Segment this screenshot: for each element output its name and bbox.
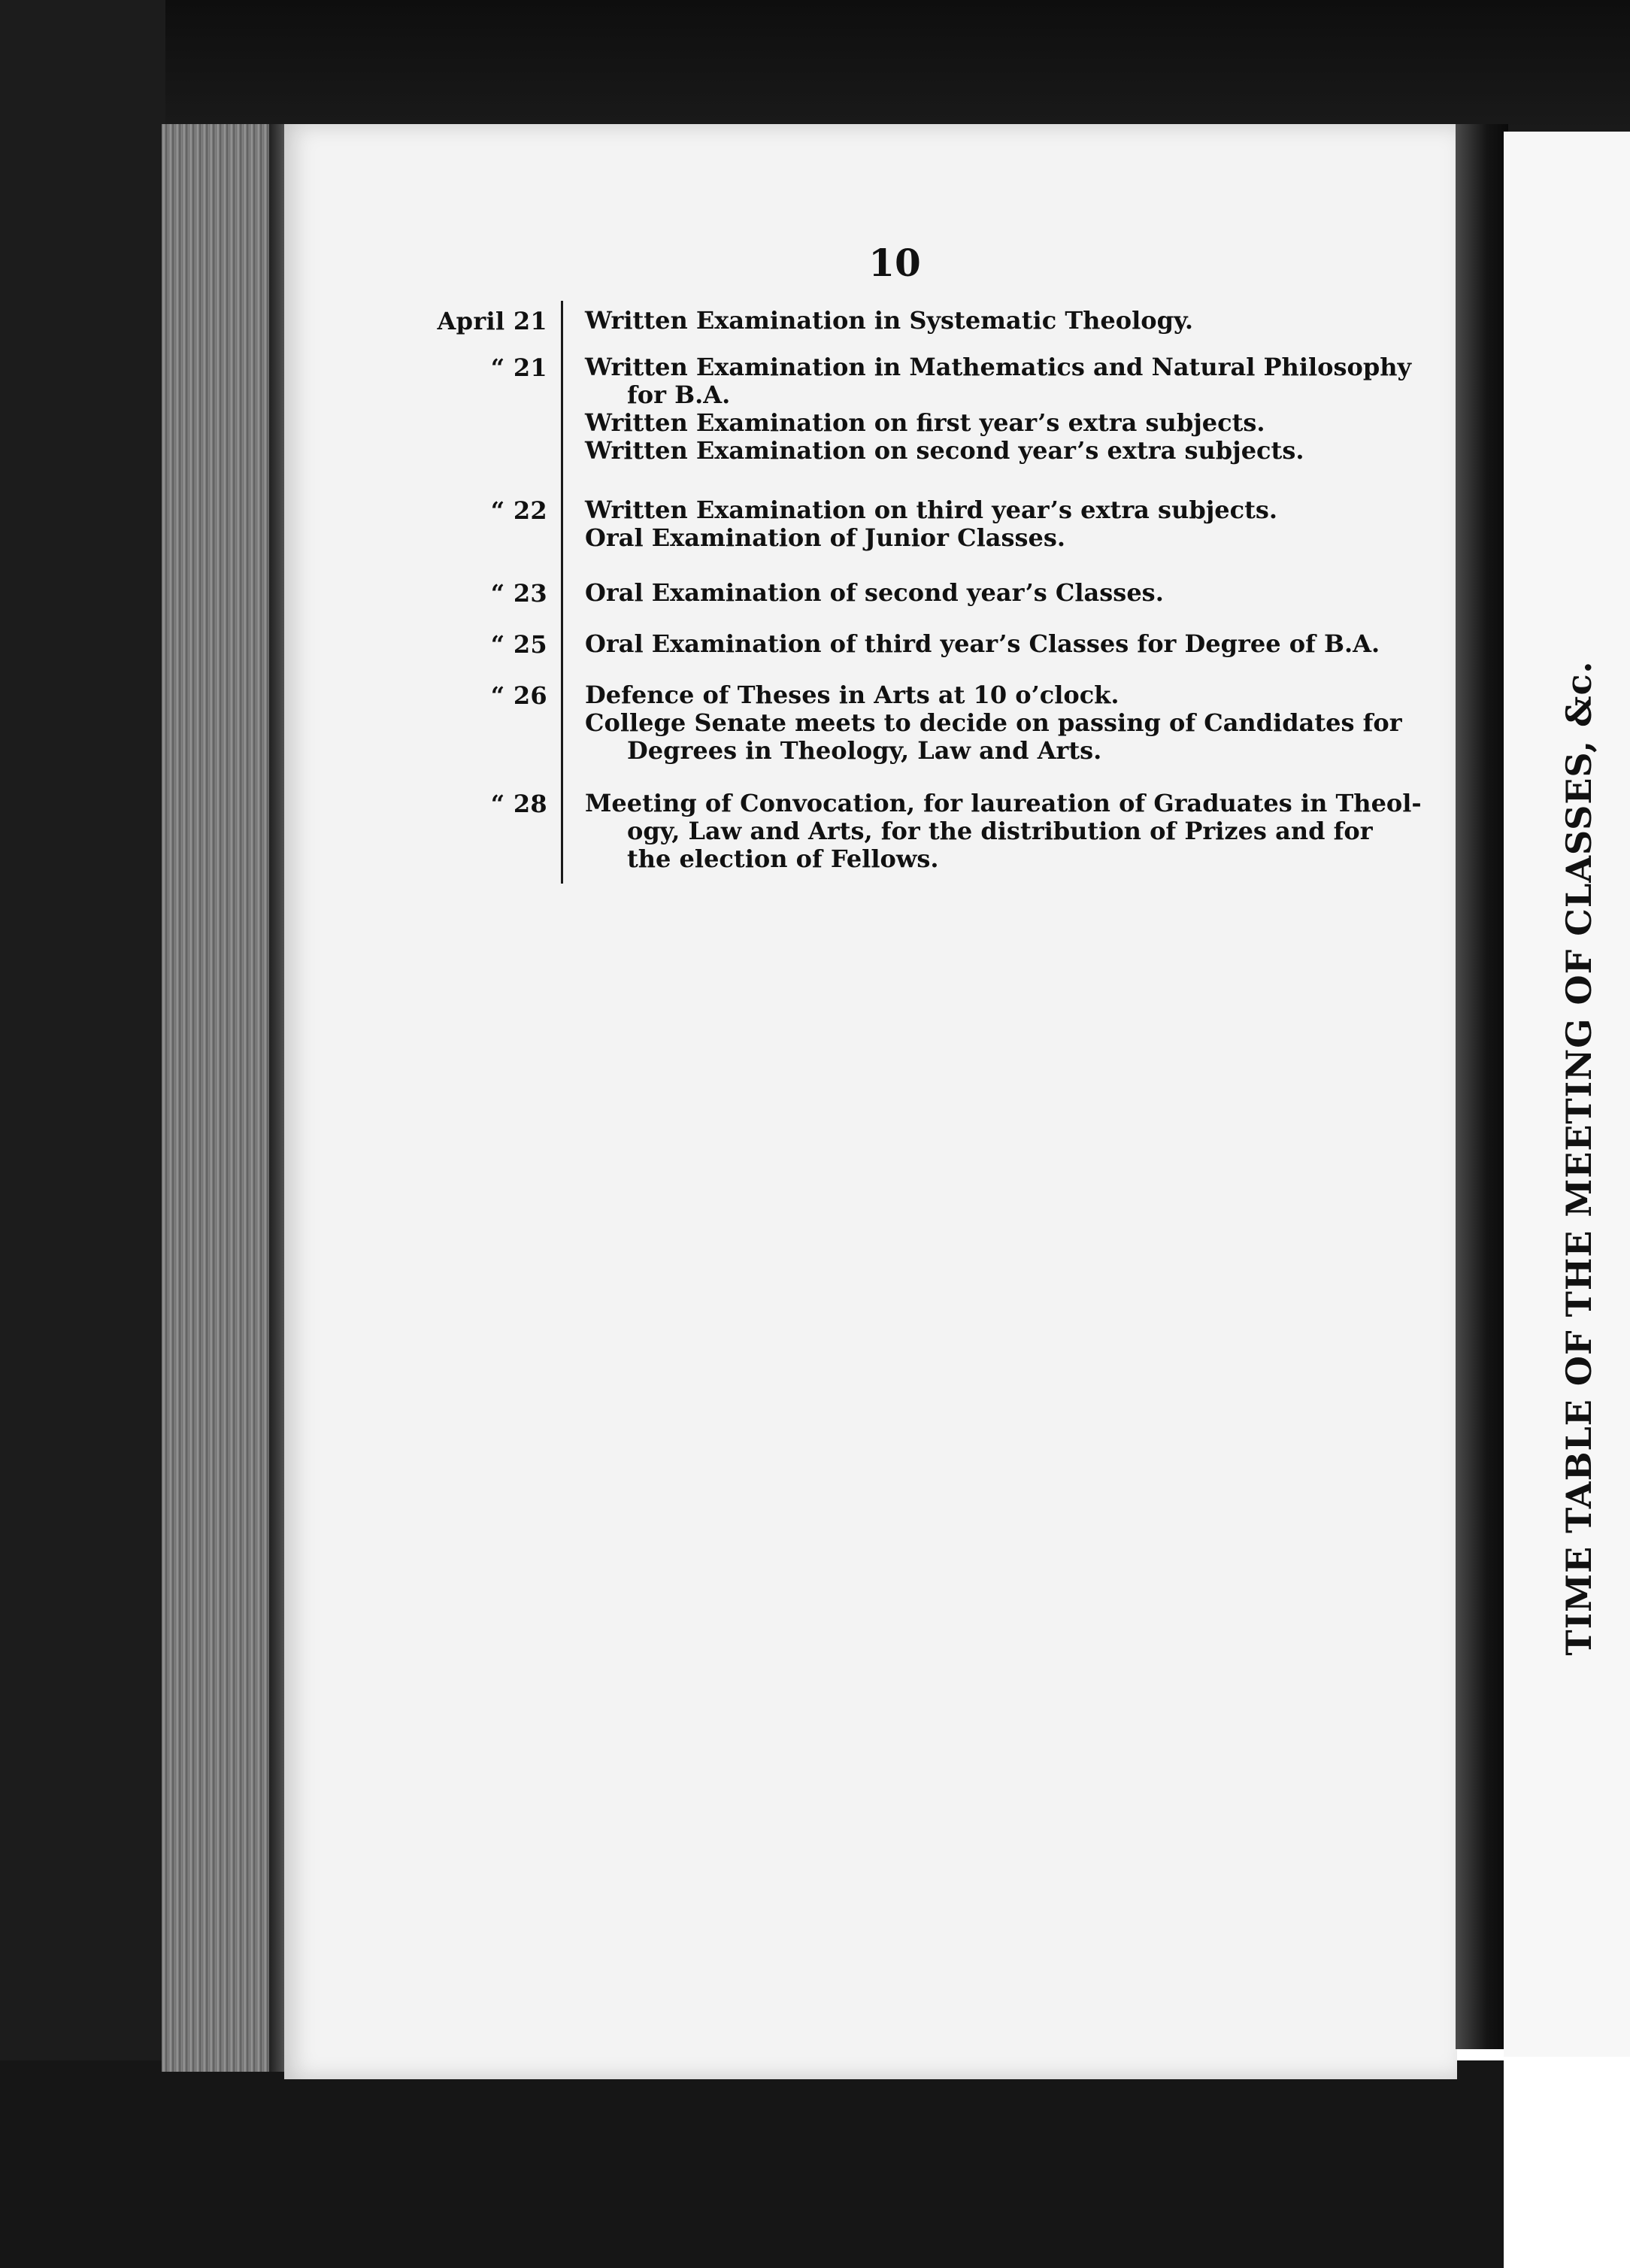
scan-background-left	[0, 0, 165, 2268]
entry-line: Written Examination in Mathematics and Natural Philosophy	[585, 353, 1412, 381]
entry-description	[585, 790, 1442, 873]
book-page-edges	[162, 124, 282, 2072]
entry-line: Degrees in Theology, Law and Arts.	[627, 736, 1102, 765]
entry-line: Oral Examination of second year’s Classes.	[585, 578, 1164, 607]
entry-line: Meeting of Convocation, for laureation of Graduates in Theol-	[585, 789, 1422, 817]
entry-description	[585, 630, 1442, 658]
entry-line: Written Examination on second year’s extra subjects.	[585, 436, 1304, 465]
entry-line: Written Examination on first year’s extra subjects.	[585, 408, 1265, 437]
column-divider	[561, 301, 563, 884]
scan-background-bottom	[0, 2060, 1504, 2268]
entry-date: “ 26	[490, 681, 547, 710]
entry-line: the election of Fellows.	[627, 844, 939, 873]
entry-description	[585, 681, 1442, 765]
page-number: 10	[868, 241, 921, 285]
entry-line: Oral Examination of third year’s Classes for Degree of B.A.	[585, 629, 1380, 658]
entry-line: Written Examination in Systematic Theology.	[585, 306, 1194, 335]
entry-date: “ 28	[490, 790, 547, 818]
side-running-title: TIME TABLE OF THE MEETING OF CLASSES, &c.	[1559, 660, 1599, 1656]
entry-line: Defence of Theses in Arts at 10 o’clock.	[585, 681, 1119, 709]
entry-line: for B.A.	[627, 381, 731, 409]
entry-date: “ 22	[490, 496, 547, 525]
entry-line: College Senate meets to decide on passing of Candidates for	[585, 708, 1402, 737]
entry-date: April 21	[437, 307, 547, 335]
entry-date: “ 25	[490, 630, 547, 659]
entry-description	[585, 579, 1442, 607]
entry-description	[585, 496, 1442, 552]
gutter-shadow	[1456, 124, 1508, 2049]
entry-description	[585, 307, 1442, 335]
entry-line: Written Examination on third year’s extra subjects.	[585, 496, 1278, 524]
scan-background-top	[0, 0, 1630, 132]
entry-date: “ 21	[490, 353, 547, 382]
entry-line: ogy, Law and Arts, for the distribution of Prizes and for	[627, 817, 1373, 845]
entry-line: Oral Examination of Junior Classes.	[585, 523, 1065, 552]
spine-shadow	[269, 124, 286, 2072]
entry-description	[585, 353, 1442, 465]
entry-date: “ 23	[490, 579, 547, 608]
